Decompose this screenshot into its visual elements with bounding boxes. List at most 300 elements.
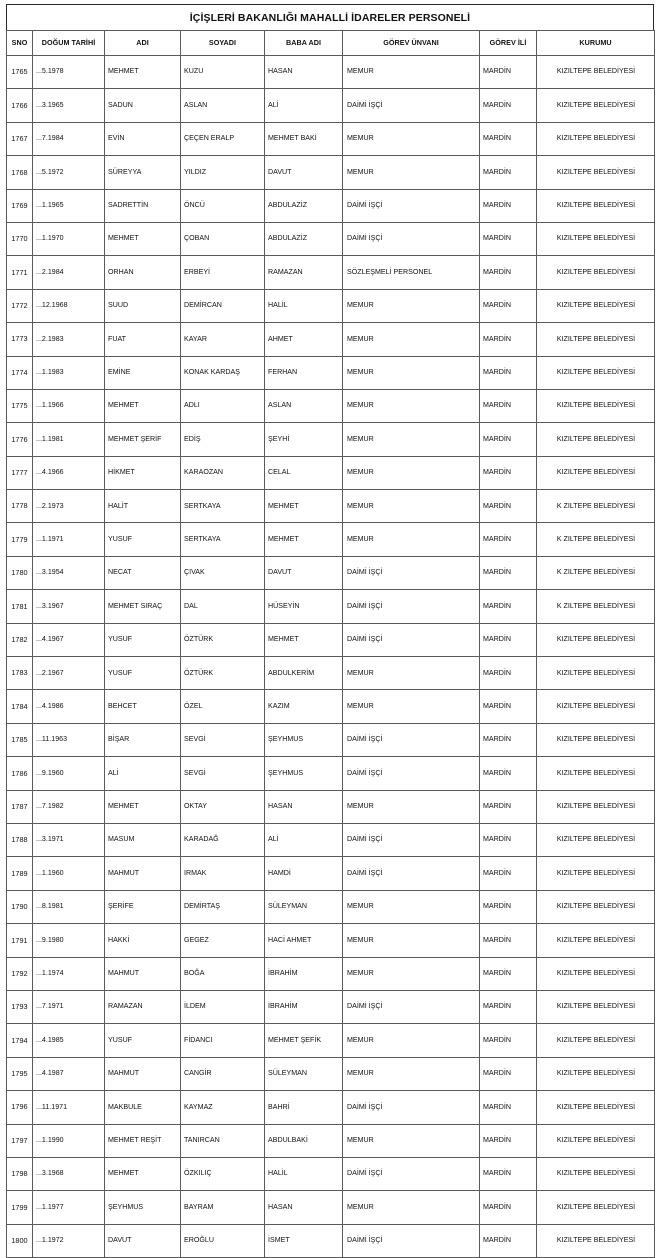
cell-sno: 1777 [7, 456, 33, 489]
cell-adi: MEHMET SIRAÇ [105, 590, 181, 623]
table-row [7, 1091, 655, 1124]
cell-unvan: DAİMİ İŞÇİ [343, 623, 480, 656]
cell-il: MARDİN [480, 356, 537, 389]
table-row [7, 423, 655, 456]
cell-sno: 1765 [7, 56, 33, 89]
cell-baba: CELAL [265, 456, 343, 489]
cell-baba: HALİL [265, 289, 343, 322]
cell-baba: ABDULBAKİ [265, 1124, 343, 1157]
cell-adi: MASUM [105, 823, 181, 856]
cell-il: MARDİN [480, 122, 537, 155]
cell-soyadi: KONAK KARDAŞ [181, 356, 265, 389]
cell-kurum: KIZILTEPE BELEDİYESİ [537, 456, 655, 489]
column-header-adi: ADI [105, 31, 181, 56]
cell-dogum: ...1.1974 [33, 957, 105, 990]
table-row [7, 389, 655, 422]
cell-adi: YUSUF [105, 623, 181, 656]
cell-adi: BEHCET [105, 690, 181, 723]
cell-sno: 1782 [7, 623, 33, 656]
cell-baba: SÜLEYMAN [265, 1057, 343, 1090]
cell-adi: SADUN [105, 89, 181, 122]
cell-sno: 1781 [7, 590, 33, 623]
cell-sno: 1795 [7, 1057, 33, 1090]
cell-baba: İSMET [265, 1224, 343, 1257]
cell-dogum: ...4.1967 [33, 623, 105, 656]
cell-sno: 1797 [7, 1124, 33, 1157]
cell-adi: MAHMUT [105, 1057, 181, 1090]
cell-adi: SUUD [105, 289, 181, 322]
cell-soyadi: EDİŞ [181, 423, 265, 456]
cell-kurum: KIZILTEPE BELEDİYESİ [537, 1091, 655, 1124]
cell-kurum: KIZILTEPE BELEDİYESİ [537, 189, 655, 222]
cell-adi: HALİT [105, 490, 181, 523]
table-row [7, 222, 655, 255]
cell-baba: ASLAN [265, 389, 343, 422]
column-header-soyadi: SOYADI [181, 31, 265, 56]
cell-adi: ALİ [105, 757, 181, 790]
cell-soyadi: KAYAR [181, 323, 265, 356]
cell-dogum: ...1.1983 [33, 356, 105, 389]
cell-unvan: DAİMİ İŞÇİ [343, 189, 480, 222]
cell-il: MARDİN [480, 723, 537, 756]
cell-baba: HASAN [265, 1191, 343, 1224]
cell-unvan: DAİMİ İŞÇİ [343, 757, 480, 790]
table-row [7, 1157, 655, 1190]
table-header [7, 31, 655, 56]
cell-kurum: K ZILTEPE BELEDİYESİ [537, 590, 655, 623]
cell-sno: 1772 [7, 289, 33, 322]
cell-adi: HAKKİ [105, 924, 181, 957]
cell-il: MARDİN [480, 222, 537, 255]
cell-dogum: ...3.1971 [33, 823, 105, 856]
cell-dogum: ...1.1965 [33, 189, 105, 222]
cell-baba: DAVUT [265, 156, 343, 189]
cell-unvan: DAİMİ İŞÇİ [343, 1091, 480, 1124]
cell-unvan: MEMUR [343, 456, 480, 489]
cell-dogum: ...7.1984 [33, 122, 105, 155]
cell-baba: HACİ AHMET [265, 924, 343, 957]
cell-dogum: ...3.1954 [33, 556, 105, 589]
cell-kurum: KIZILTEPE BELEDİYESİ [537, 623, 655, 656]
cell-soyadi: YILDIZ [181, 156, 265, 189]
cell-unvan: MEMUR [343, 356, 480, 389]
cell-baba: HASAN [265, 790, 343, 823]
cell-sno: 1776 [7, 423, 33, 456]
cell-soyadi: BAYRAM [181, 1191, 265, 1224]
cell-sno: 1794 [7, 1024, 33, 1057]
cell-sno: 1774 [7, 356, 33, 389]
cell-unvan: DAİMİ İŞÇİ [343, 1224, 480, 1257]
cell-baba: FERHAN [265, 356, 343, 389]
cell-adi: YUSUF [105, 523, 181, 556]
cell-baba: ABDULAZİZ [265, 222, 343, 255]
cell-adi: MEHMET [105, 389, 181, 422]
cell-soyadi: ERBEYİ [181, 256, 265, 289]
cell-il: MARDİN [480, 1024, 537, 1057]
cell-il: MARDİN [480, 890, 537, 923]
cell-unvan: MEMUR [343, 490, 480, 523]
column-header-kurum: KURUMU [537, 31, 655, 56]
cell-adi: RAMAZAN [105, 990, 181, 1023]
cell-kurum: K ZILTEPE BELEDİYESİ [537, 556, 655, 589]
cell-kurum: KIZILTEPE BELEDİYESİ [537, 990, 655, 1023]
cell-dogum: ...3.1967 [33, 590, 105, 623]
cell-baba: SÜLEYMAN [265, 890, 343, 923]
cell-baba: HÜSEYİN [265, 590, 343, 623]
cell-soyadi: SEVGİ [181, 757, 265, 790]
cell-unvan: MEMUR [343, 924, 480, 957]
cell-sno: 1793 [7, 990, 33, 1023]
cell-baba: ABDULAZİZ [265, 189, 343, 222]
cell-il: MARDİN [480, 790, 537, 823]
cell-unvan: DAİMİ İŞÇİ [343, 823, 480, 856]
cell-kurum: KIZILTEPE BELEDİYESİ [537, 857, 655, 890]
document-title-band [6, 4, 654, 30]
cell-dogum: ...5.1972 [33, 156, 105, 189]
cell-soyadi: ÖZTÜRK [181, 623, 265, 656]
cell-dogum: ...1.1971 [33, 523, 105, 556]
cell-il: MARDİN [480, 957, 537, 990]
table-row [7, 857, 655, 890]
cell-il: MARDİN [480, 256, 537, 289]
column-header-sno: SNO [7, 31, 33, 56]
table-row [7, 1057, 655, 1090]
cell-baba: ŞEYHMUS [265, 757, 343, 790]
cell-unvan: DAİMİ İŞÇİ [343, 857, 480, 890]
cell-soyadi: KARADAĞ [181, 823, 265, 856]
cell-baba: ŞEYHMUS [265, 723, 343, 756]
table-row [7, 1224, 655, 1257]
cell-kurum: KIZILTEPE BELEDİYESİ [537, 1157, 655, 1190]
cell-dogum: ...2.1973 [33, 490, 105, 523]
table-row [7, 790, 655, 823]
cell-soyadi: DEMİRCAN [181, 289, 265, 322]
cell-il: MARDİN [480, 1124, 537, 1157]
table-row [7, 657, 655, 690]
cell-baba: HALİL [265, 1157, 343, 1190]
table-row [7, 990, 655, 1023]
cell-adi: ŞEYHMUS [105, 1191, 181, 1224]
cell-baba: HAMDİ [265, 857, 343, 890]
cell-dogum: ...1.1990 [33, 1124, 105, 1157]
cell-adi: FUAT [105, 323, 181, 356]
cell-kurum: K ZILTEPE BELEDİYESİ [537, 490, 655, 523]
cell-dogum: ...1.1972 [33, 1224, 105, 1257]
cell-soyadi: ÖZTÜRK [181, 657, 265, 690]
cell-kurum: KIZILTEPE BELEDİYESİ [537, 1124, 655, 1157]
cell-il: MARDİN [480, 323, 537, 356]
cell-sno: 1771 [7, 256, 33, 289]
cell-soyadi: İLDEM [181, 990, 265, 1023]
cell-adi: EMİNE [105, 356, 181, 389]
cell-il: MARDİN [480, 289, 537, 322]
cell-unvan: MEMUR [343, 1124, 480, 1157]
cell-kurum: KIZILTEPE BELEDİYESİ [537, 823, 655, 856]
cell-kurum: KIZILTEPE BELEDİYESİ [537, 957, 655, 990]
cell-adi: MEHMET [105, 222, 181, 255]
cell-unvan: MEMUR [343, 523, 480, 556]
cell-soyadi: KARAOZAN [181, 456, 265, 489]
cell-unvan: MEMUR [343, 423, 480, 456]
table-row [7, 356, 655, 389]
cell-baba: ALİ [265, 823, 343, 856]
cell-kurum: KIZILTEPE BELEDİYESİ [537, 122, 655, 155]
cell-kurum: KIZILTEPE BELEDİYESİ [537, 323, 655, 356]
cell-dogum: ...3.1965 [33, 89, 105, 122]
cell-adi: BİŞAR [105, 723, 181, 756]
cell-kurum: KIZILTEPE BELEDİYESİ [537, 924, 655, 957]
cell-baba: ŞEYHİ [265, 423, 343, 456]
cell-il: MARDİN [480, 1157, 537, 1190]
cell-baba: İBRAHİM [265, 957, 343, 990]
table-header-row [7, 31, 655, 56]
cell-sno: 1789 [7, 857, 33, 890]
cell-unvan: DAİMİ İŞÇİ [343, 990, 480, 1023]
cell-adi: MEHMET REŞİT [105, 1124, 181, 1157]
cell-il: MARDİN [480, 556, 537, 589]
table-row [7, 56, 655, 89]
cell-il: MARDİN [480, 523, 537, 556]
cell-il: MARDİN [480, 189, 537, 222]
cell-kurum: KIZILTEPE BELEDİYESİ [537, 723, 655, 756]
table-row [7, 690, 655, 723]
cell-dogum: ...3.1968 [33, 1157, 105, 1190]
cell-soyadi: IRMAK [181, 857, 265, 890]
cell-soyadi: SEVGİ [181, 723, 265, 756]
cell-soyadi: FİDANCI [181, 1024, 265, 1057]
cell-dogum: ...8.1981 [33, 890, 105, 923]
cell-kurum: KIZILTEPE BELEDİYESİ [537, 222, 655, 255]
cell-unvan: MEMUR [343, 122, 480, 155]
cell-dogum: ...9.1960 [33, 757, 105, 790]
cell-unvan: MEMUR [343, 790, 480, 823]
cell-kurum: KIZILTEPE BELEDİYESİ [537, 423, 655, 456]
page-title: İÇİŞLERİ BAKANLIĞI MAHALLİ İDARELER PERSONELİ [189, 11, 471, 24]
cell-kurum: KIZILTEPE BELEDİYESİ [537, 156, 655, 189]
cell-sno: 1786 [7, 757, 33, 790]
cell-dogum: ...1.1981 [33, 423, 105, 456]
cell-il: MARDİN [480, 490, 537, 523]
cell-il: MARDİN [480, 657, 537, 690]
cell-kurum: KIZILTEPE BELEDİYESİ [537, 690, 655, 723]
cell-kurum: KIZILTEPE BELEDİYESİ [537, 256, 655, 289]
cell-unvan: MEMUR [343, 690, 480, 723]
cell-kurum: KIZILTEPE BELEDİYESİ [537, 790, 655, 823]
cell-adi: MEHMET [105, 790, 181, 823]
cell-unvan: DAİMİ İŞÇİ [343, 89, 480, 122]
cell-il: MARDİN [480, 990, 537, 1023]
cell-il: MARDİN [480, 857, 537, 890]
table-row [7, 289, 655, 322]
cell-baba: MEHMET [265, 523, 343, 556]
cell-kurum: KIZILTEPE BELEDİYESİ [537, 389, 655, 422]
cell-sno: 1796 [7, 1091, 33, 1124]
cell-unvan: MEMUR [343, 1057, 480, 1090]
table-body [7, 56, 655, 1258]
cell-soyadi: SERTKAYA [181, 523, 265, 556]
cell-sno: 1766 [7, 89, 33, 122]
cell-il: MARDİN [480, 389, 537, 422]
cell-dogum: ...4.1985 [33, 1024, 105, 1057]
cell-unvan: MEMUR [343, 890, 480, 923]
cell-unvan: DAİMİ İŞÇİ [343, 723, 480, 756]
cell-adi: YUSUF [105, 657, 181, 690]
cell-baba: HASAN [265, 56, 343, 89]
cell-kurum: KIZILTEPE BELEDİYESİ [537, 1057, 655, 1090]
cell-baba: İBRAHİM [265, 990, 343, 1023]
cell-sno: 1791 [7, 924, 33, 957]
cell-dogum: ...1.1960 [33, 857, 105, 890]
cell-sno: 1769 [7, 189, 33, 222]
cell-soyadi: TANIRCAN [181, 1124, 265, 1157]
cell-unvan: MEMUR [343, 1024, 480, 1057]
cell-sno: 1798 [7, 1157, 33, 1190]
cell-unvan: MEMUR [343, 657, 480, 690]
cell-kurum: KIZILTEPE BELEDİYESİ [537, 1191, 655, 1224]
cell-soyadi: DAL [181, 590, 265, 623]
cell-il: MARDİN [480, 1191, 537, 1224]
cell-baba: AHMET [265, 323, 343, 356]
cell-adi: MAHMUT [105, 857, 181, 890]
cell-baba: MEHMET ŞEFİK [265, 1024, 343, 1057]
table-row [7, 590, 655, 623]
cell-dogum: ...2.1983 [33, 323, 105, 356]
column-header-il: GÖREV İLİ [480, 31, 537, 56]
cell-unvan: SÖZLEŞMELİ PERSONEL [343, 256, 480, 289]
table-row [7, 1124, 655, 1157]
cell-kurum: KIZILTEPE BELEDİYESİ [537, 356, 655, 389]
cell-kurum: KIZILTEPE BELEDİYESİ [537, 1024, 655, 1057]
cell-unvan: MEMUR [343, 156, 480, 189]
cell-sno: 1775 [7, 389, 33, 422]
cell-dogum: ...2.1984 [33, 256, 105, 289]
cell-baba: BAHRİ [265, 1091, 343, 1124]
cell-baba: MEHMET BAKİ [265, 122, 343, 155]
table-row [7, 723, 655, 756]
table-row [7, 156, 655, 189]
cell-adi: HİKMET [105, 456, 181, 489]
cell-soyadi: SERTKAYA [181, 490, 265, 523]
table-row [7, 189, 655, 222]
cell-sno: 1770 [7, 222, 33, 255]
column-header-baba: BABA ADI [265, 31, 343, 56]
cell-adi: MAHMUT [105, 957, 181, 990]
cell-unvan: MEMUR [343, 1191, 480, 1224]
cell-baba: MEHMET [265, 490, 343, 523]
table-row [7, 456, 655, 489]
cell-il: MARDİN [480, 757, 537, 790]
cell-adi: MAKBULE [105, 1091, 181, 1124]
table-row [7, 623, 655, 656]
cell-adi: MEHMET [105, 56, 181, 89]
cell-kurum: KIZILTEPE BELEDİYESİ [537, 657, 655, 690]
cell-soyadi: EROĞLU [181, 1224, 265, 1257]
cell-soyadi: BOĞA [181, 957, 265, 990]
cell-soyadi: CANGİR [181, 1057, 265, 1090]
cell-sno: 1788 [7, 823, 33, 856]
table-row [7, 1024, 655, 1057]
cell-sno: 1768 [7, 156, 33, 189]
cell-sno: 1783 [7, 657, 33, 690]
cell-unvan: DAİMİ İŞÇİ [343, 556, 480, 589]
cell-kurum: KIZILTEPE BELEDİYESİ [537, 89, 655, 122]
cell-dogum: ...1.1977 [33, 1191, 105, 1224]
cell-baba: RAMAZAN [265, 256, 343, 289]
cell-adi: NECAT [105, 556, 181, 589]
cell-kurum: KIZILTEPE BELEDİYESİ [537, 289, 655, 322]
cell-dogum: ...4.1987 [33, 1057, 105, 1090]
cell-adi: EVİN [105, 122, 181, 155]
cell-sno: 1790 [7, 890, 33, 923]
cell-il: MARDİN [480, 89, 537, 122]
cell-il: MARDİN [480, 623, 537, 656]
cell-adi: ŞERİFE [105, 890, 181, 923]
cell-sno: 1773 [7, 323, 33, 356]
cell-il: MARDİN [480, 1091, 537, 1124]
cell-soyadi: ÖNCÜ [181, 189, 265, 222]
cell-soyadi: ASLAN [181, 89, 265, 122]
cell-baba: ABDULKERİM [265, 657, 343, 690]
cell-dogum: ...7.1982 [33, 790, 105, 823]
table-row [7, 890, 655, 923]
cell-dogum: ...1.1970 [33, 222, 105, 255]
cell-il: MARDİN [480, 156, 537, 189]
cell-il: MARDİN [480, 456, 537, 489]
table-row [7, 122, 655, 155]
cell-unvan: MEMUR [343, 389, 480, 422]
cell-sno: 1792 [7, 957, 33, 990]
cell-soyadi: KAYMAZ [181, 1091, 265, 1124]
cell-baba: KAZIM [265, 690, 343, 723]
cell-unvan: MEMUR [343, 323, 480, 356]
cell-il: MARDİN [480, 1224, 537, 1257]
cell-unvan: DAİMİ İŞÇİ [343, 590, 480, 623]
table-row [7, 1191, 655, 1224]
cell-soyadi: ÇIVAK [181, 556, 265, 589]
cell-il: MARDİN [480, 690, 537, 723]
table-row [7, 757, 655, 790]
cell-sno: 1784 [7, 690, 33, 723]
cell-dogum: ...12.1968 [33, 289, 105, 322]
cell-soyadi: DEMİRTAŞ [181, 890, 265, 923]
cell-soyadi: ÖZKILIÇ [181, 1157, 265, 1190]
cell-sno: 1787 [7, 790, 33, 823]
cell-sno: 1779 [7, 523, 33, 556]
cell-sno: 1767 [7, 122, 33, 155]
table-row [7, 89, 655, 122]
cell-sno: 1799 [7, 1191, 33, 1224]
cell-adi: MEHMET ŞERİF [105, 423, 181, 456]
cell-il: MARDİN [480, 423, 537, 456]
cell-adi: SADRETTİN [105, 189, 181, 222]
cell-il: MARDİN [480, 1057, 537, 1090]
cell-kurum: KIZILTEPE BELEDİYESİ [537, 890, 655, 923]
column-header-unvan: GÖREV ÜNVANI [343, 31, 480, 56]
cell-soyadi: ÇEÇEN ERALP [181, 122, 265, 155]
cell-dogum: ...5.1978 [33, 56, 105, 89]
cell-soyadi: ADLI [181, 389, 265, 422]
cell-baba: ALİ [265, 89, 343, 122]
cell-unvan: MEMUR [343, 56, 480, 89]
cell-sno: 1800 [7, 1224, 33, 1257]
cell-kurum: KIZILTEPE BELEDİYESİ [537, 56, 655, 89]
table-row [7, 957, 655, 990]
cell-adi: SÜREYYA [105, 156, 181, 189]
cell-soyadi: GEGEZ [181, 924, 265, 957]
cell-dogum: ...2.1967 [33, 657, 105, 690]
cell-unvan: DAİMİ İŞÇİ [343, 222, 480, 255]
cell-baba: DAVUT [265, 556, 343, 589]
